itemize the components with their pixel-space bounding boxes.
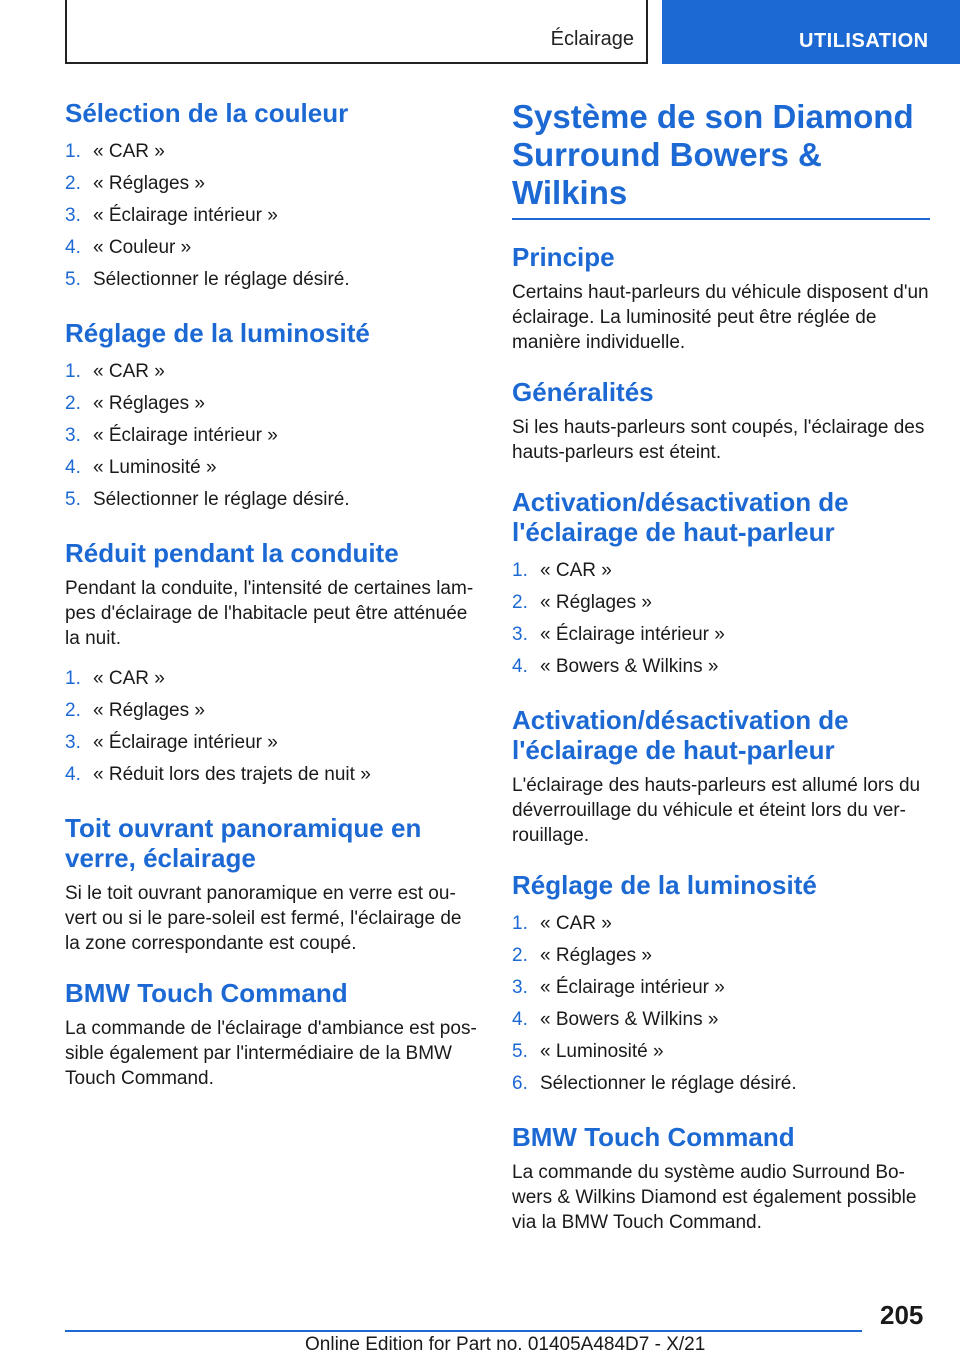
heading-general: Généralités <box>512 377 654 407</box>
steps-reduced-driving <box>65 663 480 791</box>
step-text: « Réglages » <box>93 700 205 721</box>
step-number: 3. <box>512 977 528 998</box>
list-item <box>65 663 480 695</box>
step-text: « Réglages » <box>93 393 205 414</box>
text-reduced-driving: Pendant la conduite, l'intensité de certaines lam-pes d'éclairage de l'habitacle peut être atténuée la nuit. <box>65 578 474 649</box>
step-text: « Luminosité » <box>93 457 217 478</box>
heading-principle: Principe <box>512 242 615 272</box>
step-text: « Bowers & Wilkins » <box>540 656 719 677</box>
list-item <box>512 1004 930 1036</box>
list-item <box>65 200 480 232</box>
list-item <box>65 727 480 759</box>
step-text: « CAR » <box>540 913 612 934</box>
step-number: 4. <box>65 237 81 258</box>
list-item <box>65 759 480 791</box>
list-item <box>512 619 930 651</box>
step-text: « Bowers & Wilkins » <box>540 1009 719 1030</box>
step-text: « Luminosité » <box>540 1041 664 1062</box>
step-text: « Éclairage intérieur » <box>540 624 725 645</box>
step-text: « Éclairage intérieur » <box>93 732 278 753</box>
step-number: 3. <box>512 624 528 645</box>
list-item <box>512 972 930 1004</box>
footer-edition: Online Edition for Part no. 01405A484D7 - X/21 <box>305 1334 706 1355</box>
list-item <box>512 555 930 587</box>
list-item <box>65 452 480 484</box>
heading-speaker-toggle-1: Activation/désactivation de l'éclairage de haut-parleur <box>512 487 849 547</box>
step-text: « Éclairage intérieur » <box>93 205 278 226</box>
steps-brightness-right <box>512 908 930 1100</box>
step-number: 1. <box>512 913 528 934</box>
step-number: 2. <box>65 393 81 414</box>
header-chapter-title: UTILISATION <box>799 30 929 52</box>
step-text: Sélectionner le réglage désiré. <box>93 489 350 510</box>
list-item <box>65 356 480 388</box>
list-item <box>65 484 480 516</box>
heading-reduced-driving: Réduit pendant la conduite <box>65 538 399 568</box>
heading-panoramic-roof: Toit ouvrant panoramique en verre, éclairage <box>65 813 422 873</box>
left-column <box>65 98 480 1091</box>
step-text: « CAR » <box>93 668 165 689</box>
steps-brightness <box>65 356 480 516</box>
list-item <box>512 1068 930 1100</box>
step-number: 2. <box>512 592 528 613</box>
step-number: 4. <box>65 457 81 478</box>
header-section-title: Éclairage <box>550 28 634 50</box>
heading-touch-command-left: BMW Touch Command <box>65 978 348 1008</box>
step-number: 4. <box>512 1009 528 1030</box>
steps-color-selection <box>65 136 480 296</box>
step-number: 1. <box>65 361 81 382</box>
step-number: 5. <box>65 269 81 290</box>
list-item <box>512 940 930 972</box>
text-general: Si les hauts-parleurs sont coupés, l'éclairage des hauts-parleurs est éteint. <box>512 417 925 463</box>
step-number: 2. <box>512 945 528 966</box>
step-text: « CAR » <box>93 141 165 162</box>
list-item <box>65 420 480 452</box>
text-touch-command-left: La commande de l'éclairage d'ambiance est pos-sible également par l'intermédiaire de la BMW Touch Command. <box>65 1018 477 1089</box>
step-text: « Couleur » <box>93 237 192 258</box>
list-item <box>512 651 930 683</box>
list-item <box>512 587 930 619</box>
step-number: 3. <box>65 205 81 226</box>
step-number: 3. <box>65 732 81 753</box>
step-number: 4. <box>65 764 81 785</box>
text-speaker-toggle: L'éclairage des hauts-parleurs est allumé lors du déverrouillage du véhicule et éteint lors du ver-rouillage. <box>512 775 921 846</box>
step-text: « Éclairage intérieur » <box>93 425 278 446</box>
step-text: « Réglages » <box>540 945 652 966</box>
list-item <box>65 168 480 200</box>
chapter-main-title: Système de son Diamond Surround Bowers & Wilkins <box>512 98 930 220</box>
step-number: 5. <box>512 1041 528 1062</box>
step-number: 1. <box>65 668 81 689</box>
list-item <box>65 136 480 168</box>
heading-touch-command-right: BMW Touch Command <box>512 1122 795 1152</box>
footer-divider <box>65 1330 862 1332</box>
list-item <box>512 908 930 940</box>
step-text: « CAR » <box>540 560 612 581</box>
heading-brightness-right: Réglage de la luminosité <box>512 870 817 900</box>
step-number: 1. <box>512 560 528 581</box>
step-text: Sélectionner le réglage désiré. <box>93 269 350 290</box>
step-number: 2. <box>65 700 81 721</box>
step-number: 4. <box>512 656 528 677</box>
list-item <box>65 695 480 727</box>
step-text: « Réglages » <box>540 592 652 613</box>
step-number: 3. <box>65 425 81 446</box>
list-item <box>65 264 480 296</box>
step-text: Sélectionner le réglage désiré. <box>540 1073 797 1094</box>
step-text: « Réglages » <box>93 173 205 194</box>
text-panoramic-roof: Si le toit ouvrant panoramique en verre est ou-vert ou si le pare-soleil est fermé, l'éclairage de la zone correspondante est coupé. <box>65 883 462 954</box>
step-number: 1. <box>65 141 81 162</box>
steps-speaker-toggle <box>512 555 930 683</box>
text-touch-command-right: La commande du système audio Surround Bo-wers & Wilkins Diamond est également possible via la BMW Touch Command. <box>512 1162 917 1233</box>
step-number: 2. <box>65 173 81 194</box>
text-principle: Certains haut-parleurs du véhicule disposent d'un éclairage. La luminosité peut être réglée de manière individuelle. <box>512 282 929 353</box>
list-item <box>512 1036 930 1068</box>
header-section-box <box>65 0 648 64</box>
right-column <box>512 98 930 1235</box>
list-item <box>65 232 480 264</box>
header-chapter-tab <box>662 0 960 64</box>
heading-color-selection: Sélection de la couleur <box>65 98 349 128</box>
step-text: « Réduit lors des trajets de nuit » <box>93 764 371 785</box>
page-number: 205 <box>880 1300 924 1330</box>
heading-speaker-toggle-2: Activation/désactivation de l'éclairage de haut-parleur <box>512 705 849 765</box>
list-item <box>65 388 480 420</box>
heading-brightness: Réglage de la luminosité <box>65 318 370 348</box>
step-number: 6. <box>512 1073 528 1094</box>
step-number: 5. <box>65 489 81 510</box>
step-text: « Éclairage intérieur » <box>540 977 725 998</box>
step-text: « CAR » <box>93 361 165 382</box>
